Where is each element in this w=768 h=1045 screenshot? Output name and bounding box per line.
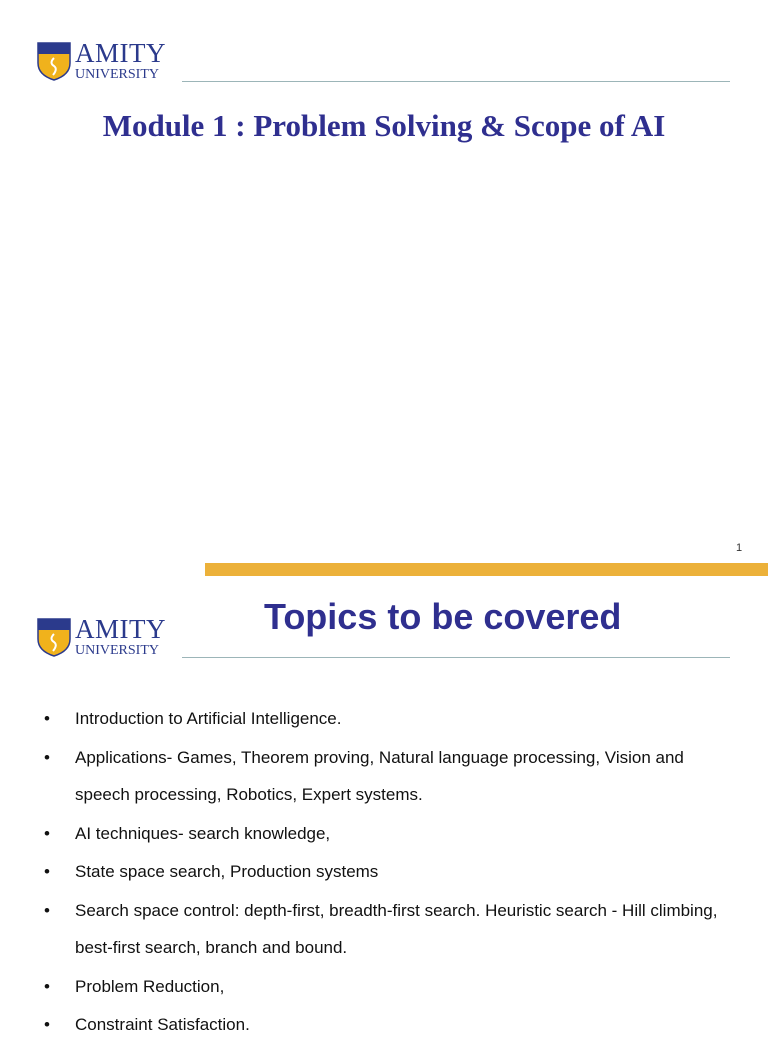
slide-title: Module 1 : Problem Solving & Scope of AI	[102, 108, 666, 143]
header-divider	[182, 657, 730, 658]
slide-2	[0, 584, 768, 1034]
list-item: • State space search, Production systems	[44, 862, 379, 881]
header-divider	[182, 81, 730, 82]
logo-name: AMITY	[75, 614, 166, 644]
logo-subtitle: UNIVERSITY	[75, 643, 159, 658]
amity-logo	[37, 616, 166, 658]
logo-name: AMITY	[75, 38, 166, 68]
list-item: • Introduction to Artificial Intelligence.	[44, 709, 342, 728]
shield-icon	[37, 41, 71, 81]
amity-logo	[37, 40, 166, 82]
shield-icon	[37, 617, 71, 657]
list-item: • Problem Reduction,	[44, 976, 225, 996]
list-item: • Constraint Satisfaction.	[44, 1015, 250, 1034]
footer-bar	[205, 563, 768, 576]
list-item: • Applications- Games, Theorem proving, Natural language processing, Vision and speech processing, Robotics, Expert systems.	[44, 747, 684, 804]
slide-title: Topics to be covered	[264, 596, 622, 637]
page-number: 1	[736, 542, 743, 554]
logo-subtitle: UNIVERSITY	[75, 67, 159, 82]
list-item: • AI techniques- search knowledge,	[44, 823, 331, 843]
list-item: • Search space control: depth-first, breadth-first search. Heuristic search - Hill climbing, best-first search, branch and bound.	[44, 900, 718, 957]
topics-list	[0, 700, 735, 1045]
